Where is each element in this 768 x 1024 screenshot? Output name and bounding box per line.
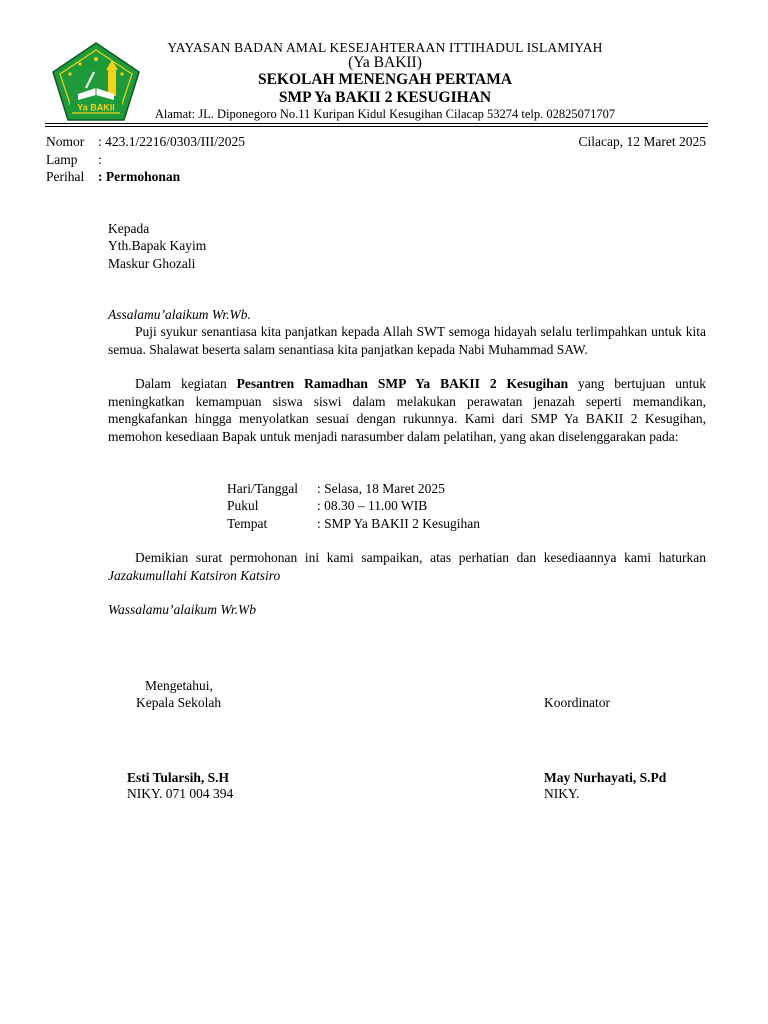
coordinator-title: Koordinator — [544, 695, 610, 710]
paragraph-2-event: Pesantren Ramadhan SMP Ya BAKII 2 Kesugihan — [236, 376, 569, 391]
recipient-line-2: Yth.Bapak Kayim — [108, 238, 207, 253]
detail-label: Hari/Tanggal — [227, 481, 299, 496]
principal-title: Kepala Sekolah — [136, 695, 222, 710]
closing-text: Demikian surat permohonan ini kami sampaikan, atas perhatian dan kesediaannya kami haturkan — [135, 550, 706, 565]
farewell: Wassalamu’alaikum Wr.Wb — [108, 602, 257, 617]
school-address: Alamat: JL. Diponegoro No.11 Kuripan Kidul Kesugihan Cilacap 53274 telp. 02825071707 — [154, 107, 616, 121]
detail-label: Pukul — [227, 498, 259, 513]
paragraph-2-post: yang bertujuan untuk meningkatkan kemampuan siswa siswi dalam melakukan perawatan jenazah seperti memandikan, mengkafankan hingga menyolatkan sesuai dengan rukunnya. Kami dari SMP Ya BAKII 2 Kesugihan, memohon kesediaan Bapak untuk menjadi narasumber dalam pelatihan, yang akan diselenggarakan pada: — [108, 376, 706, 444]
closing-paragraph — [108, 549, 706, 584]
header-rule-thick — [45, 123, 708, 124]
foundation-name: YAYASAN BADAN AMAL KESEJAHTERAAN ITTIHADUL ISLAMIYAH — [167, 40, 603, 55]
paragraph-1: Puji syukur senantiasa kita panjatkan kepada Allah SWT semoga hidayah selalu terlimpahkan untuk kita semua. Shalawat beserta salam senantiasa kita panjatkan kepada Nabi Muhammad SAW. — [108, 324, 706, 357]
place-date: Cilacap, 12 Maret 2025 — [578, 134, 706, 149]
svg-text:Ya BAKII: Ya BAKII — [77, 102, 115, 113]
foundation-abbreviation: (Ya BAKII) — [348, 54, 422, 71]
school-logo — [50, 42, 142, 122]
perihal-label: Perihal — [46, 169, 85, 184]
paragraph-2 — [108, 375, 706, 445]
school-name: SMP Ya BAKII 2 KESUGIHAN — [278, 89, 492, 106]
detail-value: : 08.30 – 11.00 WIB — [317, 498, 428, 513]
recipient-line-1: Kepada — [108, 221, 150, 236]
paragraph-2-pre: Dalam kegiatan — [135, 376, 237, 391]
closing-prayer: Jazakumullahi Katsiron Katsiro — [108, 567, 281, 583]
greeting: Assalamu’alaikum Wr.Wb. — [108, 307, 251, 322]
coordinator-id: NIKY. — [544, 786, 580, 801]
principal-name: Esti Tularsih, S.H — [127, 770, 230, 785]
nomor-value: : 423.1/2216/0303/III/2025 — [98, 134, 245, 149]
lamp-label: Lamp — [46, 152, 78, 167]
coordinator-name: May Nurhayati, S.Pd — [544, 770, 667, 785]
perihal-value: : Permohonan — [98, 169, 181, 184]
header-rule-thin — [45, 126, 708, 127]
nomor-label: Nomor — [46, 134, 85, 149]
recipient-line-3: Maskur Ghozali — [108, 256, 196, 271]
detail-value: : Selasa, 18 Maret 2025 — [317, 481, 445, 496]
detail-label: Tempat — [227, 516, 268, 531]
school-type: SEKOLAH MENENGAH PERTAMA — [257, 71, 513, 88]
acknowledge-label: Mengetahui, — [145, 678, 213, 693]
detail-value: : SMP Ya BAKII 2 Kesugihan — [317, 516, 481, 531]
lamp-value: : — [98, 152, 102, 167]
principal-id: NIKY. 071 004 394 — [127, 786, 234, 801]
